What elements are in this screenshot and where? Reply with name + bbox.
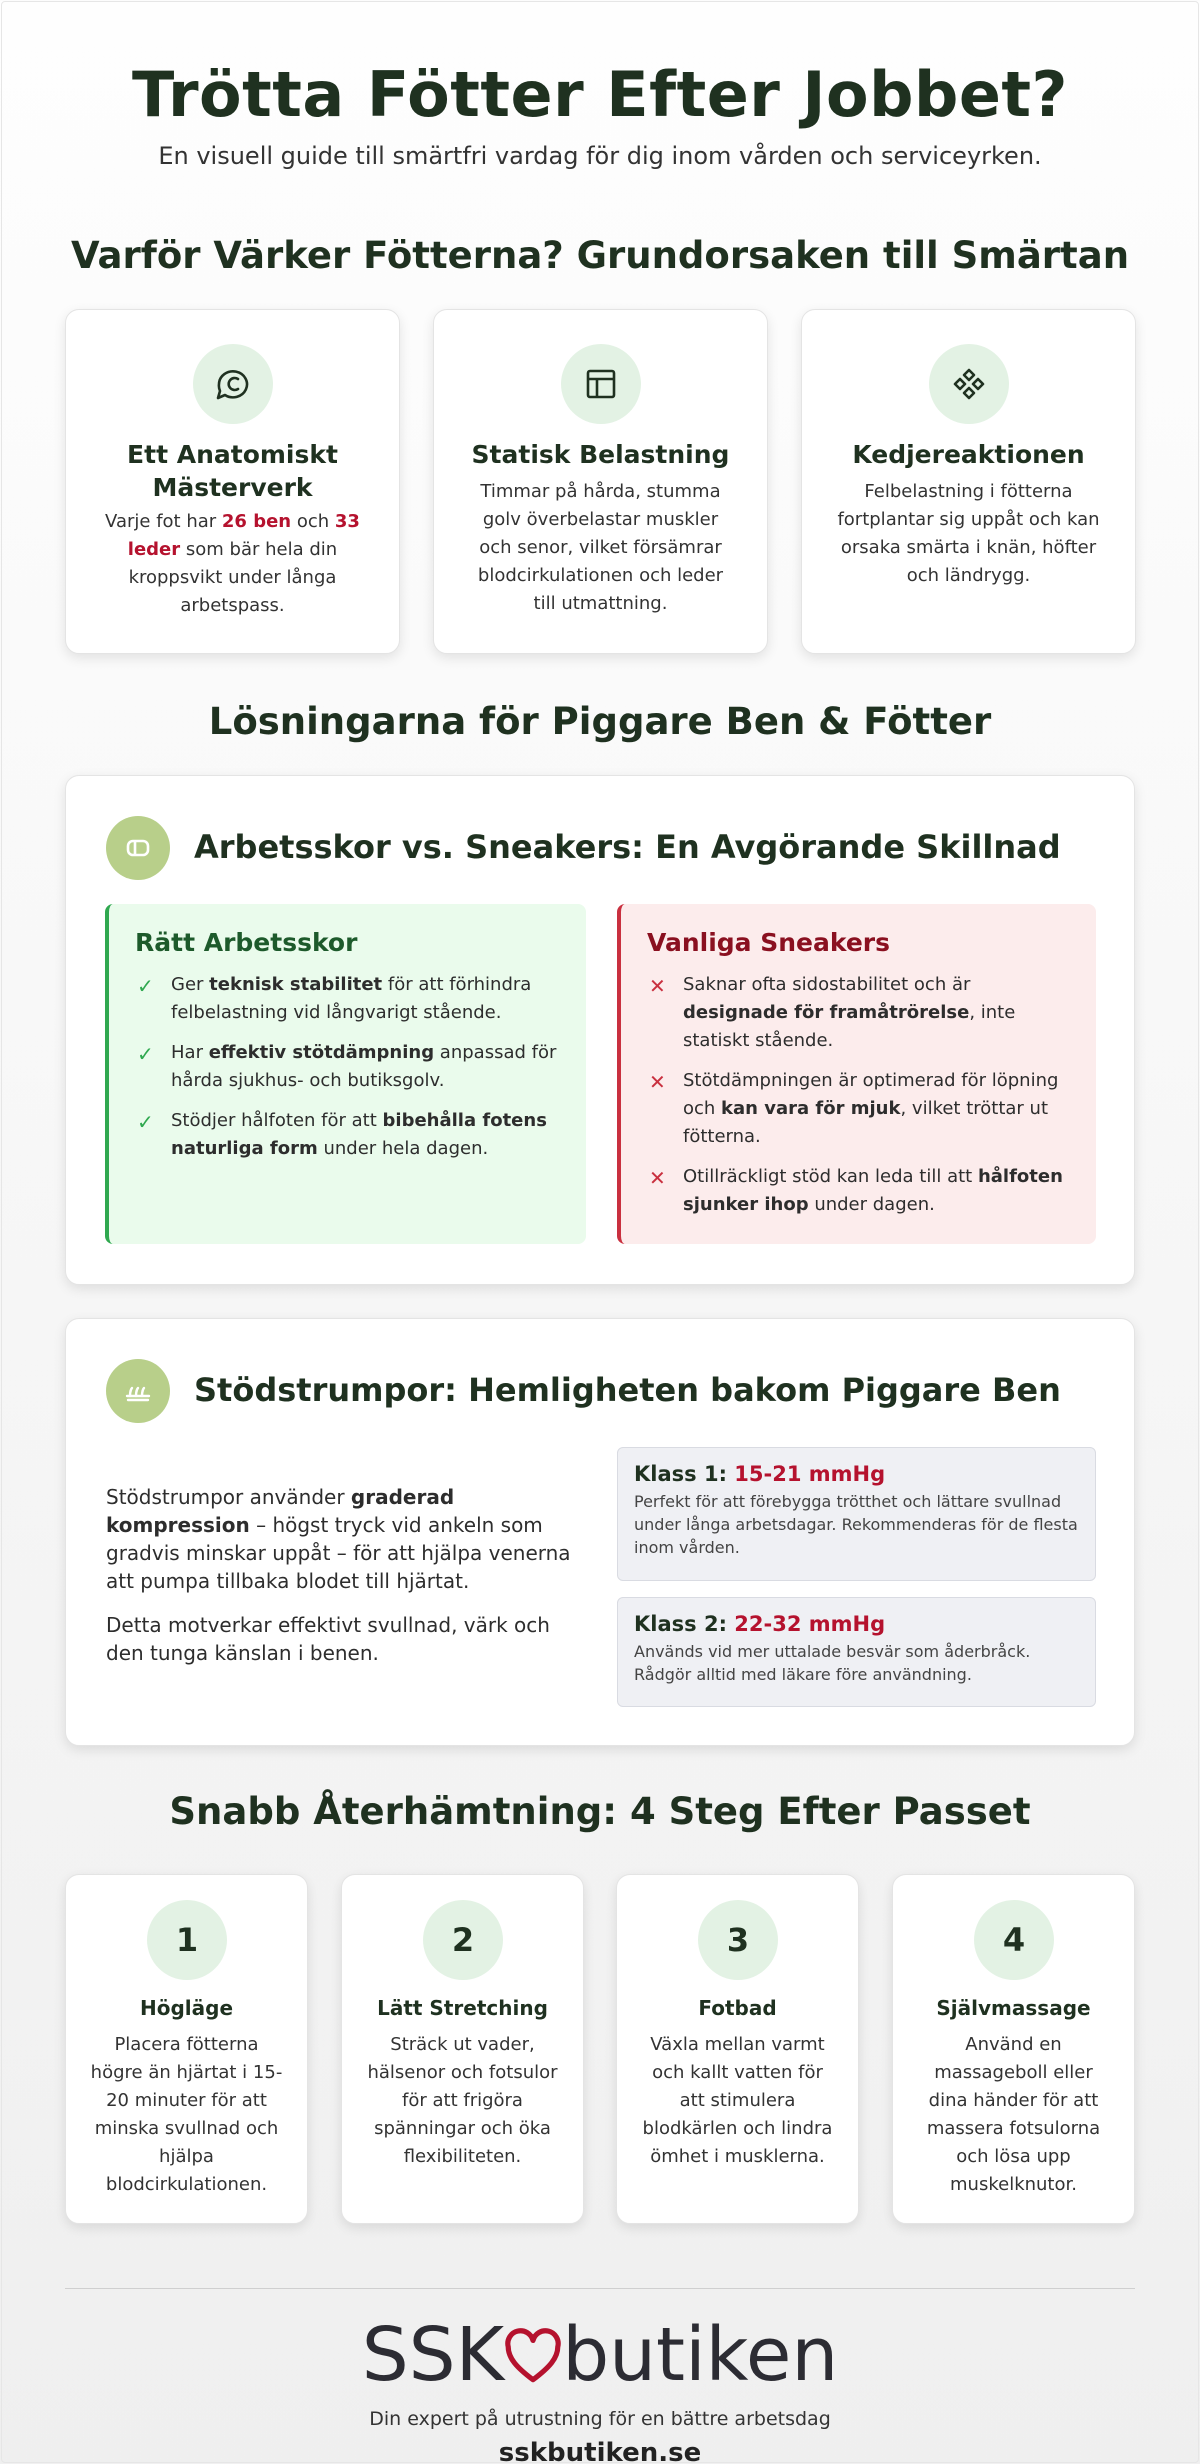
good-shoes-heading: Rätt Arbetsskor	[135, 928, 358, 957]
cause-card-anatomy	[65, 309, 400, 654]
website-link[interactable]: sskbutiken.se	[498, 2438, 702, 2464]
sneakers-item: ✕ Saknar ofta sidostabilitet och är designade för framåtrörelse, inte statiskt stående.	[649, 974, 1016, 1051]
class-heading: Klass 1: 15-21 mmHg	[634, 1462, 886, 1486]
check-icon: ✓	[137, 1110, 154, 1134]
cross-icon: ✕	[649, 1070, 666, 1094]
step-title: Självmassage	[936, 1996, 1091, 2020]
sneakers-panel	[617, 904, 1096, 1244]
pressure-value: 22-32 mmHg	[734, 1612, 886, 1636]
step-number-badge: 3	[698, 1900, 778, 1980]
solutions-heading: Lösningarna för Piggare Ben & Fötter	[208, 700, 992, 743]
cause-card-chain-reaction	[801, 309, 1136, 654]
step-title: Högläge	[139, 1996, 234, 2020]
step-text: Sträck ut vader, hälsenor och fotsulor för att frigöra spänningar och öka flexibiliteten.	[367, 2034, 558, 2167]
good-shoes-panel	[105, 904, 586, 1244]
step-text: Växla mellan varmt och kallt vatten för att stimulera blodkärlen och lindra ömhet i musklerna.	[642, 2034, 833, 2167]
socks-paragraph: Stödstrumpor använder graderad kompression – högst tryck vid ankeln som gradvis minskar uppåt – för att hjälpa venerna att pumpa tillbaka blodet till hjärtat.	[106, 1485, 571, 1593]
class-description: Används vid mer uttalade besvär som åderbråck. Rådgör alltid med läkare före användning.	[634, 1642, 1031, 1684]
good-shoes-item: ✓ Har effektiv stötdämpning anpassad för hårda sjukhus- och butiksgolv.	[137, 1042, 557, 1091]
joints-count: 33 leder	[127, 511, 360, 560]
shoes-vs-sneakers-card	[65, 775, 1135, 1285]
step-text: Placera fötterna högre än hjärtat i 15-20 minuter för att minska svullnad och hjälpa blodcirkulationen.	[90, 2034, 283, 2195]
recovery-heading: Snabb Återhämtning: 4 Steg Efter Passet	[169, 1790, 1031, 1833]
step-title: Lätt Stretching	[377, 1996, 548, 2020]
cause-text: Timmar på hårda, stumma golv överbelastar muskler och senor, vilket försämrar blodcirkulationen och leder till utmattning.	[477, 481, 724, 614]
step-number-badge: 4	[974, 1900, 1054, 1980]
check-icon: ✓	[137, 1042, 154, 1066]
chain-link-icon	[929, 344, 1009, 424]
sneakers-heading: Vanliga Sneakers	[647, 928, 891, 957]
recovery-step-card	[892, 1874, 1135, 2224]
socks-icon	[106, 1359, 170, 1423]
good-shoes-item: ✓ Ger teknisk stabilitet för att förhindra felbelastning vid långvarigt stående.	[137, 974, 532, 1023]
recovery-step-card	[616, 1874, 859, 2224]
shoe-icon	[106, 816, 170, 880]
recovery-step-card	[341, 1874, 584, 2224]
shoes-section-title: Arbetsskor vs. Sneakers: En Avgörande Skillnad	[194, 828, 1061, 866]
footer-divider	[65, 2288, 1135, 2289]
class-description: Perfekt för att förebygga trötthet och lättare svullnad under långa arbetsdagar. Rekommenderas för de flesta inom vården.	[634, 1492, 1078, 1557]
class-heading: Klass 2: 22-32 mmHg	[634, 1612, 886, 1636]
support-socks-card	[65, 1318, 1135, 1746]
cross-icon: ✕	[649, 974, 666, 998]
cross-icon: ✕	[649, 1166, 666, 1190]
compression-class-2	[617, 1597, 1096, 1707]
step-number-badge: 2	[423, 1900, 503, 1980]
sneakers-item: ✕ Otillräckligt stöd kan leda till att hålfoten sjunker ihop under dagen.	[649, 1166, 1063, 1215]
pressure-value: 15-21 mmHg	[734, 1462, 886, 1486]
page-subtitle: En visuell guide till smärtfri vardag för dig inom vården och serviceyrken.	[158, 142, 1042, 170]
layout-panel-icon	[561, 344, 641, 424]
cause-title: Ett Anatomiskt Mästerverk	[127, 440, 338, 502]
cause-card-static-load	[433, 309, 768, 654]
cause-text: Felbelastning i fötterna fortplantar sig uppåt och kan orsaka smärta i knän, höfter och ländrygg.	[837, 481, 1100, 586]
check-icon: ✓	[137, 974, 154, 998]
step-text: Använd en massageboll eller dina händer för att massera fotsulorna och lösa upp muskelknutor.	[926, 2034, 1101, 2195]
chat-bubble-icon	[193, 344, 273, 424]
sneakers-item: ✕ Stötdämpningen är optimerad för löpning och kan vara för mjuk, vilket tröttar ut fötterna.	[649, 1070, 1059, 1147]
step-number-badge: 1	[147, 1900, 227, 1980]
causes-heading: Varför Värker Fötterna? Grundorsaken till Smärtan	[70, 234, 1130, 277]
brand-logo[interactable]: SSK butiken	[361, 2312, 839, 2398]
recovery-step-card	[65, 1874, 308, 2224]
compression-class-1	[617, 1447, 1096, 1581]
cause-text: Varje fot har 26 ben och 33 leder som bär hela din kroppsvikt under långa arbetspass.	[105, 511, 360, 616]
footer-tagline: Din expert på utrustning för en bättre arbetsdag	[369, 2408, 831, 2430]
page-title: Trötta Fötter Efter Jobbet?	[131, 58, 1069, 131]
good-shoes-item: ✓ Stödjer hålfoten för att bibehålla fotens naturliga form under hela dagen.	[137, 1110, 547, 1159]
step-title: Fotbad	[698, 1996, 777, 2020]
bones-count: 26 ben	[221, 511, 292, 532]
socks-section-title: Stödstrumpor: Hemligheten bakom Piggare Ben	[194, 1371, 1061, 1409]
cause-title: Kedjereaktionen	[852, 440, 1085, 469]
heart-icon	[502, 2326, 564, 2388]
cause-title: Statisk Belastning	[471, 440, 730, 469]
socks-paragraph: Detta motverkar effektivt svullnad, värk och den tunga känslan i benen.	[106, 1613, 550, 1665]
